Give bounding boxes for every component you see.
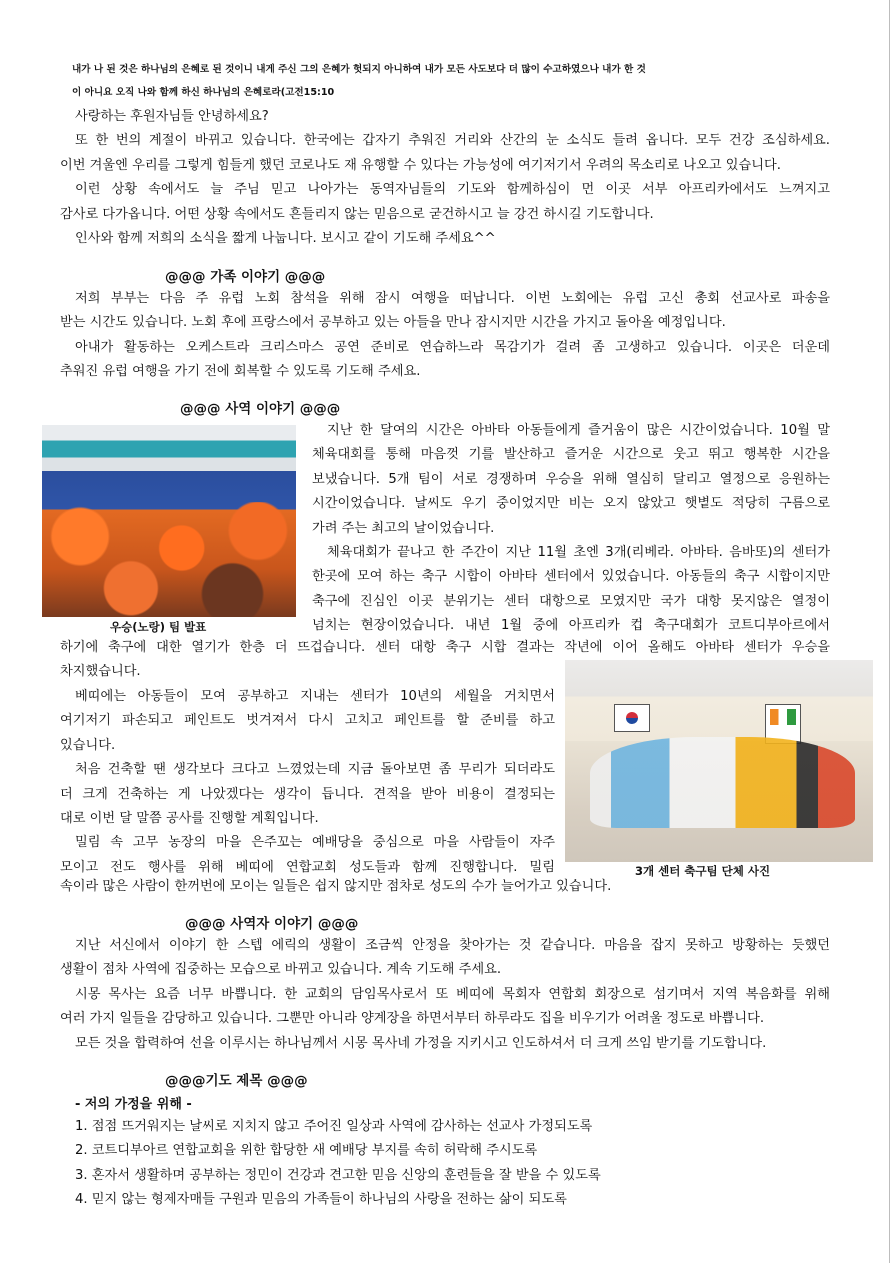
text-line: 밀림 속 고무 농장의 마을 은주꼬는 예배당을 중심으로 마을 사람들이 자주 — [75, 835, 555, 851]
ministry-right-column — [312, 419, 830, 639]
text-line: 하기에 축구에 대한 열기가 한층 더 뜨겁습니다. 센터 대항 축구 시합 결과는 작년에 이어 올해도 아바타 센터가 우승을 — [60, 640, 830, 655]
prayer-list — [75, 1115, 835, 1213]
prayer-item: 3. 혼자서 생활하며 공부하는 정민이 건강과 견고한 믿음 신앙의 훈련들을 잘 받을 수 있도록 — [75, 1167, 601, 1183]
text-line: 지난 한 달여의 시간은 아바타 아동들에게 즐거움이 많은 시간이었습니다. 10월 말 — [327, 423, 830, 438]
prayer-subheading: - 저의 가정을 위해 - — [75, 1097, 192, 1112]
text-line: 또 한 번의 계절이 바뀌고 있습니다. 한국에는 갑자기 추워진 거리와 산간의 눈 소식도 들려 옵니다. 모두 건강 조심하세요. — [75, 133, 830, 149]
text-line: 처음 건축할 땐 생각보다 크다고 느꼈었는데 지금 돌아보면 좀 무리가 되더라도 — [75, 762, 555, 778]
text-line: 체육대회가 끝나고 한 주간이 지난 11월 초엔 3개(리베라. 아바타. 음바또)의 센터가 — [327, 544, 830, 560]
text-line: 모든 것을 합력하여 선을 이루시는 하나님께서 시몽 목사네 가정을 지키시고 인도하셔서 더 크게 쓰임 받기를 기도합니다. — [75, 1035, 767, 1051]
photo2-caption: 3개 센터 축구팀 단체 사진 — [635, 864, 771, 878]
text-line: 베띠에는 아동들이 모여 공부하고 지내는 센터가 10년의 세월을 거치면서 — [75, 689, 555, 704]
bible-verse — [72, 58, 832, 104]
text-line: 생활이 점차 사역에 집중하는 모습으로 바뀌고 있습니다. 계속 기도해 주세요. — [60, 962, 502, 978]
text-line: 있습니다. — [60, 737, 116, 753]
greeting-section — [60, 105, 830, 251]
text-line: 체육대회를 통해 마음껏 기를 발산하고 즐거운 시간으로 웃고 뛰고 행복한 시간을 — [312, 447, 830, 463]
text-line: 감사로 다가옵니다. 어떤 상황 속에서도 흔들리지 않는 믿음으로 굳건하시고 늘 강건 하시길 기도합니다. — [60, 206, 654, 222]
ministry-heading: @@@ 사역 이야기 @@@ — [180, 401, 341, 417]
ministry-left-column — [60, 685, 555, 880]
text-line: 이런 상황 속에서도 늘 주님 믿고 나아가는 동역자님들의 기도와 함께하심이 먼 이곳 서부 아프리카에서도 느껴지고 — [75, 182, 830, 198]
page-edge — [889, 0, 890, 1263]
text-line: 축구에 진심인 이곳 분위기는 센터 대항으로 모였지만 국가 대항 못지않은 열정이 — [312, 593, 830, 609]
text-line: 시몽 목사는 요즘 너무 바쁩니다. 한 교회의 담임목사로서 또 베띠에 목회자 연합회 회장으로 섬기며서 지역 복음화를 위해 — [75, 986, 830, 1002]
ministry-last-line — [60, 875, 830, 899]
photo-football-teams — [565, 660, 873, 862]
text-line: 추워진 유럽 여행을 가기 전에 회복할 수 있도록 기도해 주세요. — [60, 364, 421, 380]
text-line: 보냈습니다. 5개 팀이 서로 경쟁하며 우승을 위해 열심히 달리고 열정으로 응원하는 — [312, 471, 830, 487]
worker-heading: @@@ 사역자 이야기 @@@ — [185, 916, 359, 932]
text-line: 지난 서신에서 이야기 한 스텝 에릭의 생활이 조금씩 안정을 찾아가는 것 같습니다. 마음을 잡지 못하고 방황하는 듯했던 — [75, 938, 830, 953]
prayer-item: 4. 믿지 않는 형제자매들 구원과 믿음의 가족들이 하나님의 사랑을 전하는 삶이 되도록 — [75, 1192, 567, 1208]
text-line: 차지했습니다. — [60, 664, 141, 680]
text-line: 더 크게 건축하는 게 나았겠다는 생각이 듭니다. 견적을 받아 비용이 결정되는 — [60, 786, 555, 802]
korea-flag — [614, 704, 650, 732]
text-line: 여러 가지 일들을 감당하고 있습니다. 그뿐만 아니라 양계장을 하면서부터 하루라도 집을 비우기가 어려울 정도로 바쁩니다. — [60, 1011, 765, 1027]
photo-winning-team — [42, 425, 296, 617]
photo1-caption: 우승(노랑) 팀 발표 — [110, 620, 207, 634]
prayer-item: 2. 코트디부아르 연합교회을 위한 합당한 새 예배당 부지를 속히 허락해 주시도록 — [75, 1143, 538, 1159]
text-line: 가려 주는 최고의 날이었습니다. — [312, 520, 495, 536]
text-line: 인사와 함께 저희의 소식을 짧게 나눕니다. 보시고 같이 기도해 주세요^^ — [75, 230, 496, 246]
text-line: 시간이었습니다. 날씨도 우기 중이었지만 비는 오지 않았고 햇볕도 적당히 구름으로 — [312, 496, 830, 512]
text-line: 아내가 활동하는 오케스트라 크리스마스 공연 준비로 연습하느라 목감기가 걸려 좀 고생하고 있습니다. 이곳은 더운데 — [75, 339, 830, 355]
text-line: 사랑하는 후원자님들 안녕하세요? — [75, 109, 269, 124]
text-line: 속이라 많은 사람이 한꺼번에 모이는 일들은 쉽지 않지만 점차로 성도의 수가 늘어가고 있습니다. — [60, 879, 612, 894]
prayer-heading: @@@기도 제목 @@@ — [165, 1073, 308, 1089]
text-line: 여기저기 파손되고 페인트도 벗겨져서 다시 고치고 페인트를 할 준비를 하고 — [60, 713, 555, 729]
verse-line: 내가 나 된 것은 하나님의 은혜로 된 것이니 내게 주신 그의 은혜가 헛되지 아니하여 내가 모든 사도보다 더 많이 수고하였으나 내가 한 것 — [72, 64, 646, 75]
text-line: 받는 시간도 있습니다. 노회 후에 프랑스에서 공부하고 있는 아들을 만나 잠시지만 시간을 가지고 돌아올 예정입니다. — [60, 315, 726, 331]
family-heading: @@@ 가족 이야기 @@@ — [165, 269, 326, 285]
prayer-item: 1. 점점 뜨거워지는 날씨로 지치지 않고 주어진 일상과 사역에 감사하는 선교사 가정되도록 — [75, 1119, 593, 1134]
text-line: 이번 겨울엔 우리를 그렇게 힘들게 했던 코로나도 재 유행할 수 있다는 가능성에 여기저기서 우려의 목소리로 나오고 있습니다. — [60, 157, 781, 173]
text-line: 모이고 전도 행사를 위해 베띠에 연합교회 성도들과 함께 진행합니다. 밀림 — [60, 859, 555, 875]
text-line: 저희 부부는 다음 주 유럽 노회 참석을 위해 잠시 여행을 떠납니다. 이번 노회에는 유럽 고신 총회 선교사로 파송을 — [75, 291, 830, 306]
text-line: 넘치는 현장이었습니다. 내년 1월 중에 아프리카 컵 축구대회가 코트디부아르에서 — [312, 618, 830, 634]
text-line: 한곳에 모여 하는 축구 시합이 아바타 센터에서 있었습니다. 아동들의 축구 시합이지만 — [312, 569, 830, 585]
family-section — [60, 287, 830, 385]
worker-section — [60, 934, 830, 1056]
verse-line: 이 아니요 오직 나와 함께 하신 하나님의 은혜로라(고전15:10 — [72, 87, 335, 98]
text-line: 대로 이번 달 말쯤 공사를 진행할 계획입니다. — [60, 810, 319, 826]
